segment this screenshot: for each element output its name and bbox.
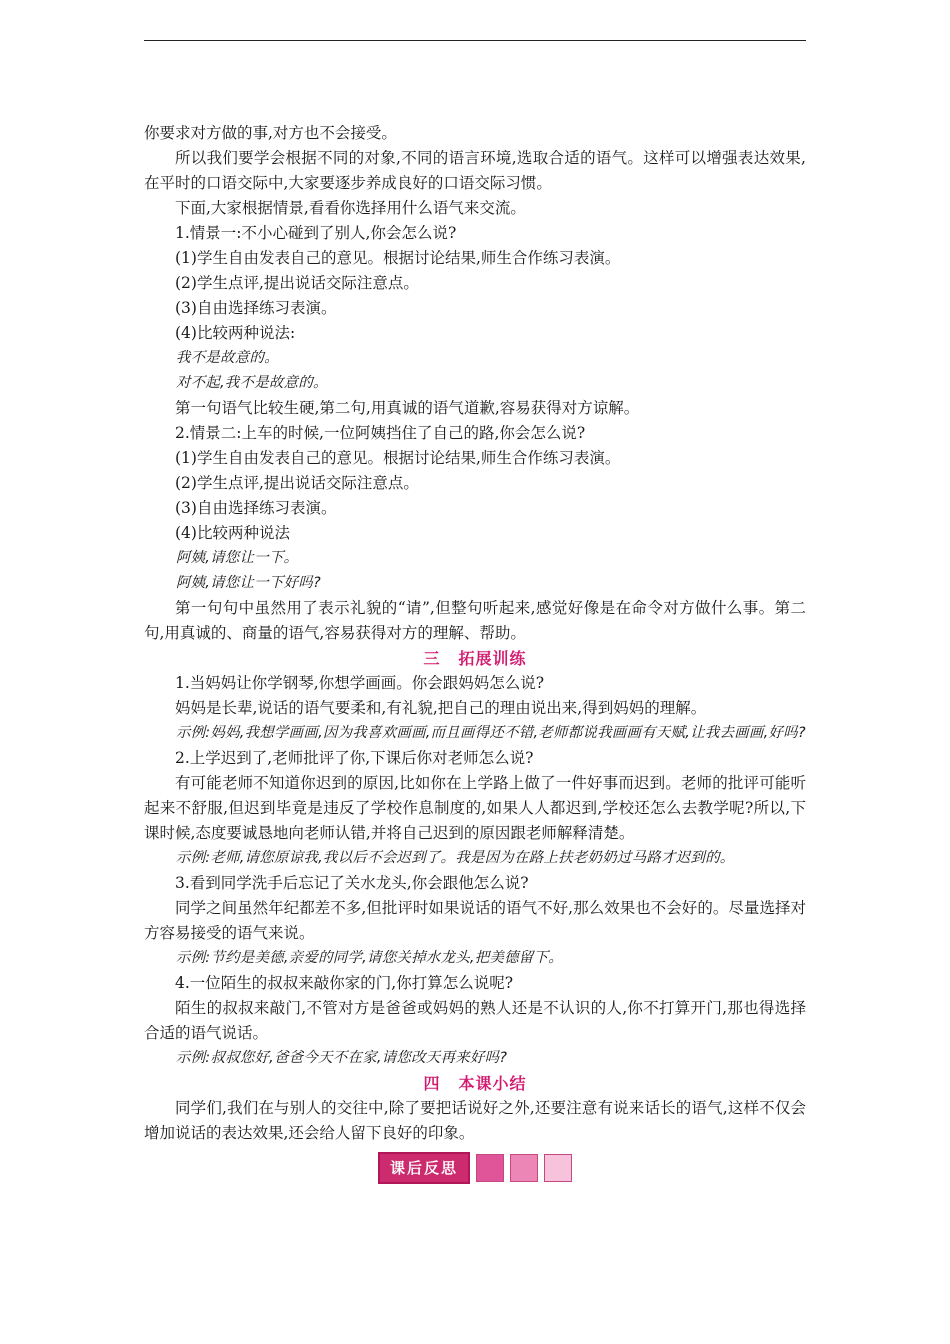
example: 示例:妈妈,我想学画画,因为我喜欢画画,而且画得还不错,老师都说我画画有天赋,让我去画画,好吗? — [175, 725, 806, 741]
section-heading — [144, 646, 806, 671]
paragraph: 你要求对方做的事,对方也不会接受。 — [144, 124, 397, 142]
question: 3.看到同学洗手后忘记了关水龙头,你会跟他怎么说? — [175, 874, 529, 892]
decorative-square — [476, 1154, 504, 1182]
question: 4.一位陌生的叔叔来敲你家的门,你打算怎么说呢? — [175, 974, 514, 992]
banner-label: 课后反思 — [378, 1152, 470, 1184]
section-number: 三 — [423, 649, 441, 668]
header-rule — [144, 40, 806, 41]
step-item: (4)比较两种说法: — [175, 324, 296, 342]
decorative-square — [544, 1154, 572, 1182]
example: 示例:节约是美德,亲爱的同学,请您关掉水龙头,把美德留下。 — [175, 950, 563, 966]
paragraph: 陌生的叔叔来敲门,不管对方是爸爸或妈妈的熟人还是不认识的人,你不打算开门,那也得选择合适的语气说话。 — [144, 999, 806, 1042]
section-title: 本课小结 — [458, 1074, 527, 1093]
example: 示例:老师,请您原谅我,我以后不会迟到了。我是因为在路上扶老奶奶过马路才迟到的。 — [175, 850, 735, 866]
example-phrase: 我不是故意的。 — [175, 350, 279, 366]
paragraph: 同学之间虽然年纪都差不多,但批评时如果说话的语气不好,那么效果也不会好的。尽量选择对方容易接受的语气来说。 — [144, 899, 806, 942]
question: 2.上学迟到了,老师批评了你,下课后你对老师怎么说? — [175, 749, 534, 767]
section-number: 四 — [423, 1074, 441, 1093]
step-item: (3)自由选择练习表演。 — [175, 499, 337, 517]
step-item: (1)学生自由发表自己的意见。根据讨论结果,师生合作练习表演。 — [175, 449, 621, 467]
step-item: (2)学生点评,提出说话交际注意点。 — [175, 474, 419, 492]
example-phrase: 阿姨,请您让一下好吗? — [175, 575, 321, 591]
paragraph: 下面,大家根据情景,看看你选择用什么语气来交流。 — [175, 199, 526, 217]
scenario-2-title: 2.情景二:上车的时候,一位阿姨挡住了自己的路,你会怎么说? — [175, 424, 586, 442]
step-item: (2)学生点评,提出说话交际注意点。 — [175, 274, 419, 292]
paragraph: 第一句语气比较生硬,第二句,用真诚的语气道歉,容易获得对方谅解。 — [175, 399, 640, 417]
section-title: 拓展训练 — [458, 649, 527, 668]
decorative-square — [510, 1154, 538, 1182]
document-body — [144, 121, 806, 1184]
paragraph: 第一句句中虽然用了表示礼貌的“请”,但整句听起来,感觉好像是在命令对方做什么事。第二句,用真诚的、商量的语气,容易获得对方的理解、帮助。 — [144, 599, 806, 642]
reflection-banner — [144, 1152, 806, 1184]
example-phrase: 阿姨,请您让一下。 — [175, 550, 299, 566]
example: 示例:叔叔您好,爸爸今天不在家,请您改天再来好吗? — [175, 1050, 508, 1066]
step-item: (1)学生自由发表自己的意见。根据讨论结果,师生合作练习表演。 — [175, 249, 621, 267]
paragraph: 同学们,我们在与别人的交往中,除了要把话说好之外,还要注意有说来话长的语气,这样不仅会增加说话的表达效果,还会给人留下良好的印象。 — [144, 1099, 806, 1142]
section-heading — [144, 1071, 806, 1096]
example-phrase: 对不起,我不是故意的。 — [175, 375, 328, 391]
step-item: (4)比较两种说法 — [175, 524, 290, 542]
paragraph: 妈妈是长辈,说话的语气要柔和,有礼貌,把自己的理由说出来,得到妈妈的理解。 — [175, 699, 707, 717]
paragraph: 所以我们要学会根据不同的对象,不同的语言环境,选取合适的语气。这样可以增强表达效果,在平时的口语交际中,大家要逐步养成良好的口语交际习惯。 — [144, 149, 806, 192]
question: 1.当妈妈让你学钢琴,你想学画画。你会跟妈妈怎么说? — [175, 674, 545, 692]
step-item: (3)自由选择练习表演。 — [175, 299, 337, 317]
paragraph: 有可能老师不知道你迟到的原因,比如你在上学路上做了一件好事而迟到。老师的批评可能听起来不舒服,但迟到毕竟是违反了学校作息制度的,如果人人都迟到,学校还怎么去教学呢?所以,下课时候,态度要诚恳地向老师认错,并将自己迟到的原因跟老师解释清楚。 — [144, 774, 806, 842]
scenario-1-title: 1.情景一:不小心碰到了别人,你会怎么说? — [175, 224, 457, 242]
